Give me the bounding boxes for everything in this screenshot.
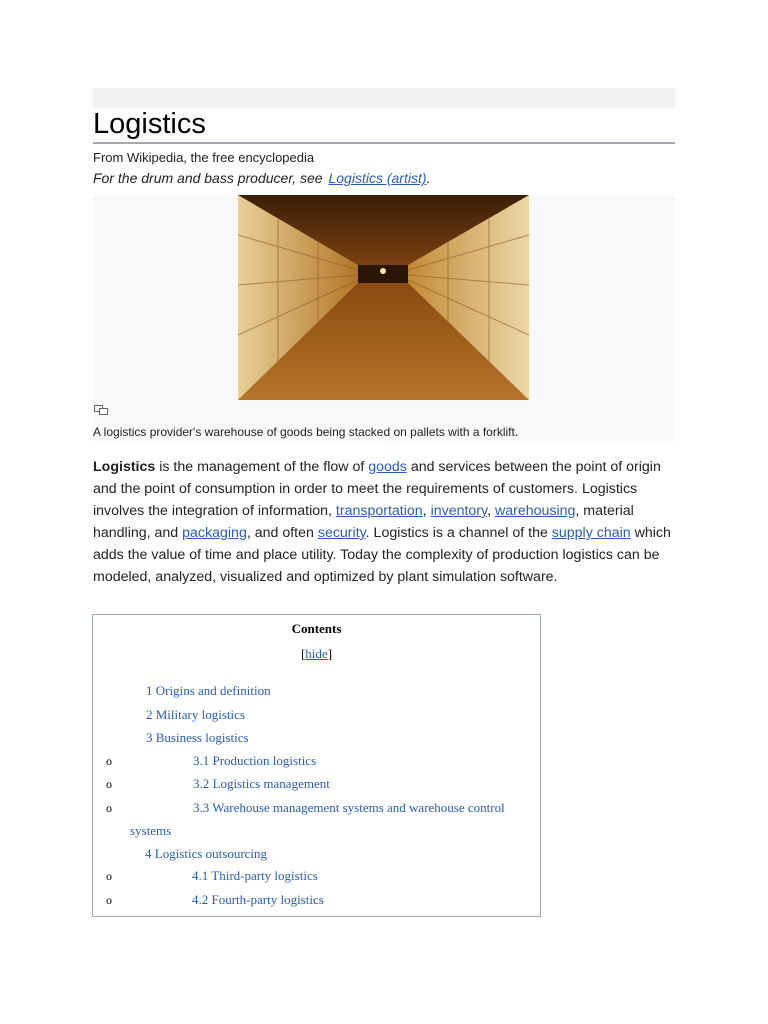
header-bar (93, 88, 675, 108)
toc-bullet: o (106, 801, 112, 815)
text-run: , (487, 503, 495, 519)
intro-paragraph (93, 456, 678, 588)
toc-bullet: o (106, 893, 112, 907)
figure-caption: A logistics provider's warehouse of goods being stacked on pallets with a forklift. (93, 425, 519, 439)
text-run: , (422, 503, 431, 519)
toc-item-wms-cont[interactable]: systems (130, 823, 172, 838)
toc-item-military[interactable]: 2 Military logistics (146, 707, 245, 722)
toc-item-origins[interactable]: 1 Origins and definition (146, 683, 271, 698)
toc-bracket-open: [ (300, 646, 306, 661)
toc-hide-link[interactable]: hide (305, 646, 328, 661)
link-goods[interactable]: goods (368, 459, 407, 475)
toc-bullet: o (106, 777, 112, 791)
text-run: is the management of the flow of (155, 459, 369, 475)
link-transportation[interactable]: transportation (335, 503, 423, 519)
hatnote-suffix: . (426, 170, 431, 186)
toc-toggle (93, 646, 540, 662)
text-run: , material handling, and (93, 503, 634, 541)
text-run: . Logistics is a channel of the (365, 525, 552, 541)
toc-item-business[interactable]: 3 Business logistics (146, 730, 249, 745)
toc-item-production[interactable]: 3.1 Production logistics (193, 753, 317, 768)
link-supply-chain[interactable]: supply chain (551, 525, 631, 541)
toc-item-3pl[interactable]: 4.1 Third-party logistics (192, 868, 318, 883)
link-inventory[interactable]: inventory (430, 503, 488, 519)
toc-item-outsourcing[interactable]: 4 Logistics outsourcing (145, 846, 268, 861)
hatnote (93, 170, 430, 186)
toc-item-wms[interactable]: 3.3 Warehouse management systems and warehouse control (193, 800, 505, 815)
toc-title: Contents (291, 621, 342, 636)
toc-bullet: o (106, 869, 112, 883)
hatnote-text: For the drum and bass producer, see (93, 170, 323, 186)
term-logistics: Logistics (93, 459, 156, 475)
thumbnail-figure (93, 195, 675, 441)
page-title: Logistics (93, 106, 675, 144)
toc-item-management[interactable]: 3.2 Logistics management (193, 776, 330, 791)
text-run: which adds the value of time and place utility. Today the complexity of production logistics can be modeled, analyzed, visualized and optimized by plant simulation software. (93, 525, 671, 585)
toc-item-4pl[interactable]: 4.2 Fourth-party logistics (192, 892, 324, 907)
hatnote-link-logistics-artist[interactable]: Logistics (artist) (328, 170, 427, 186)
text-run: , and often (246, 525, 318, 541)
table-of-contents (92, 614, 541, 917)
toc-bullet: o (106, 754, 112, 768)
text-run: and services between the point of origin and the point of consumption in order to meet the requirements of customers. Logistics involves the integration of information, (93, 459, 661, 519)
link-security[interactable]: security (317, 525, 366, 541)
toc-bracket-close: ] (327, 646, 333, 661)
warehouse-photo[interactable] (238, 195, 529, 400)
magnify-clip-icon[interactable] (94, 405, 108, 418)
link-packaging[interactable]: packaging (182, 525, 247, 541)
site-subtitle: From Wikipedia, the free encyclopedia (93, 150, 315, 165)
link-warehousing[interactable]: warehousing (494, 503, 576, 519)
